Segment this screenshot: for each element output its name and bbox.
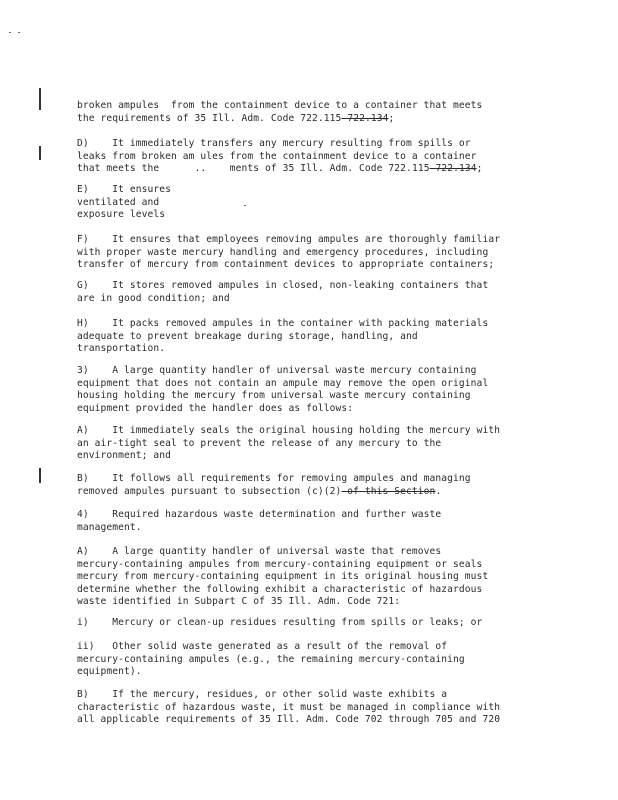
text-line: transfer of mercury from containment devices to appropriate containers; bbox=[77, 259, 495, 271]
text-line: ventilated and bbox=[77, 196, 160, 208]
inserted-text: 115 bbox=[323, 112, 342, 124]
text-line: that meets the .. ments of 35 Ill. Adm. Code 722. bbox=[77, 163, 412, 175]
inserted-text: 115 bbox=[411, 163, 430, 175]
text-line: H) It packs removed ampules in the container with packing materials bbox=[77, 318, 489, 330]
text-line: equipment that does not contain an ampule may remove the open original bbox=[77, 377, 489, 389]
text-line: removed ampules pursuant to subsection (c)(2) bbox=[77, 485, 342, 497]
struck-text: 722.134 bbox=[429, 163, 477, 175]
text-line: i) Mercury or clean-up residues resulting from spills or leaks; or bbox=[77, 617, 483, 629]
text-line: leaks from broken am ules from the containment device to a container bbox=[77, 150, 477, 162]
text-line: characteristic of hazardous waste, it must be managed in compliance with bbox=[77, 701, 501, 713]
text-line: mercury-containing ampules (e.g., the remaining mercury-containing bbox=[77, 653, 465, 665]
text-line: mercury-containing ampules from mercury-containing equipment or seals bbox=[77, 558, 483, 570]
text-line: waste identified in Subpart C of 35 Ill. Adm. Code 721: bbox=[77, 596, 401, 608]
revision-bar bbox=[39, 88, 41, 110]
text-line: A) It immediately seals the original housing holding the mercury with bbox=[77, 425, 501, 437]
text-line: broken ampules from the containment device to a container that meets bbox=[77, 100, 483, 112]
text-line: are in good condition; and bbox=[77, 292, 230, 304]
text-line: . bbox=[435, 485, 442, 497]
text-line: with proper waste mercury handling and emergency procedures, including bbox=[77, 246, 489, 258]
text-line: housing holding the mercury from universal waste mercury containing bbox=[77, 390, 471, 402]
text-line: F) It ensures that employees removing ampules are thoroughly familiar bbox=[77, 234, 501, 246]
paragraph-4b bbox=[77, 677, 547, 739]
text-line: equipment provided the handler does as follows: bbox=[77, 402, 354, 414]
text-line: management. bbox=[77, 521, 142, 533]
text-line: B) It follows all requirements for removing ampules and managing bbox=[77, 473, 471, 485]
text-line: D) It immediately transfers any mercury resulting from spills or bbox=[77, 138, 471, 150]
text-line: all applicable requirements of 35 Ill. Adm. Code 702 through 705 and 720 bbox=[77, 714, 501, 726]
scan-speck bbox=[9, 32, 11, 33]
text-line: E) It ensures bbox=[77, 184, 172, 196]
struck-text: of this Section bbox=[341, 485, 436, 497]
text-line: transportation. bbox=[77, 343, 166, 355]
text-line: exposure levels bbox=[77, 209, 166, 221]
struck-text: 722.134 bbox=[341, 112, 389, 124]
text-line: adequate to prevent breakage during storage, handling, and bbox=[77, 330, 418, 342]
text-line: determine whether the following exhibit a characteristic of hazardous bbox=[77, 583, 483, 595]
revision-bar bbox=[39, 468, 41, 483]
scan-speck bbox=[18, 32, 20, 33]
text-line: ; bbox=[388, 112, 395, 124]
text-line: 3) A large quantity handler of universal waste mercury containing bbox=[77, 365, 477, 377]
text-line: ii) Other solid waste generated as a result of the removal of bbox=[77, 641, 448, 653]
text-line: mercury from mercury-containing equipment in its original housing must bbox=[77, 571, 489, 583]
text-line: A) A large quantity handler of universal waste that removes bbox=[77, 546, 442, 558]
text-line: 4) Required hazardous waste determination and further waste bbox=[77, 509, 442, 521]
text-line: environment; and bbox=[77, 450, 172, 462]
revision-bar bbox=[39, 146, 41, 160]
text-line: the requirements of 35 Ill. Adm. Code 722. bbox=[77, 112, 324, 124]
text-line: B) If the mercury, residues, or other solid waste exhibits a bbox=[77, 689, 448, 701]
text-line: ; bbox=[476, 163, 483, 175]
text-line: an air-tight seal to prevent the release of any mercury to the bbox=[77, 437, 442, 449]
text-line: equipment). bbox=[77, 666, 142, 678]
text-line: G) It stores removed ampules in closed, non-leaking containers that bbox=[77, 280, 489, 292]
